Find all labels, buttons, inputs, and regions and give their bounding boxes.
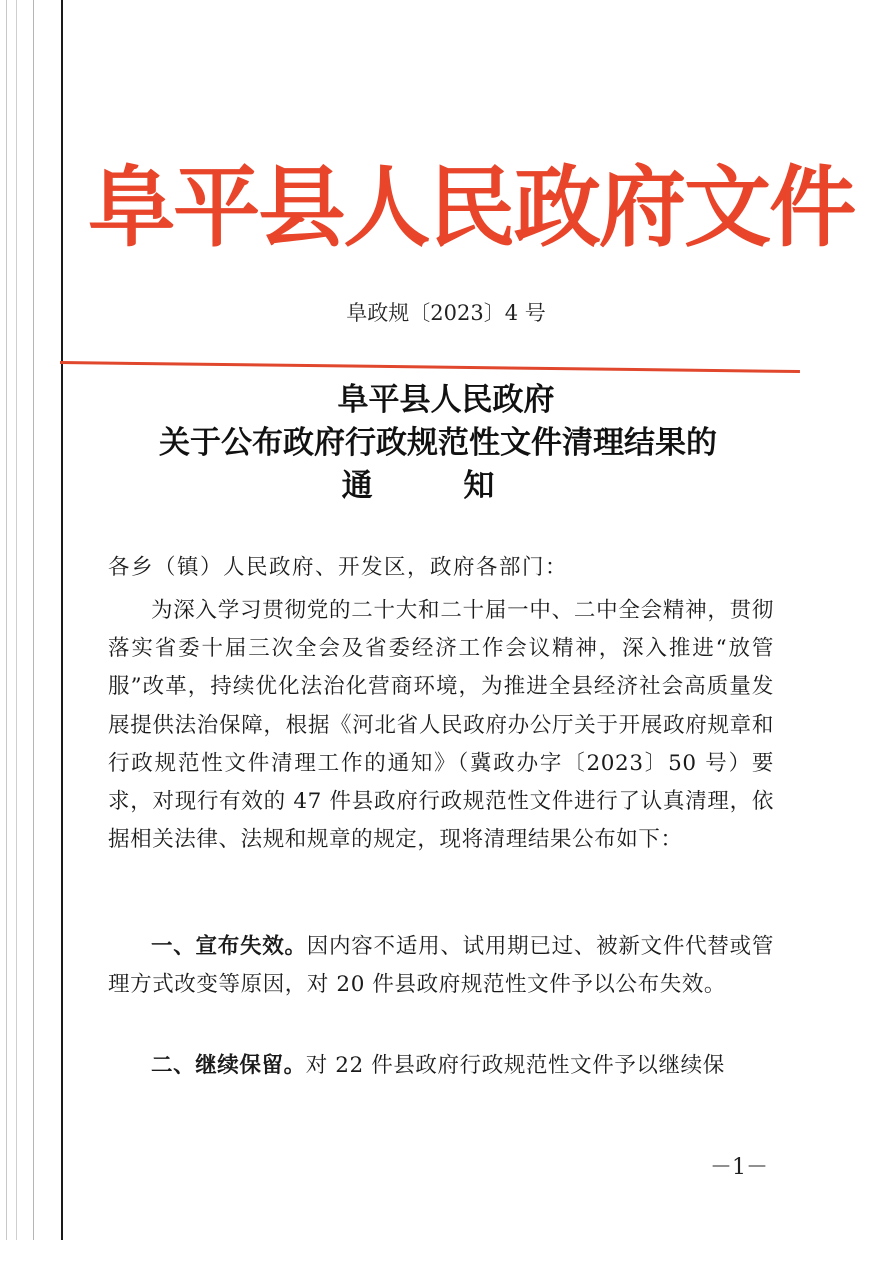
scan-edge-line — [6, 0, 7, 1240]
salutation: 各乡（镇）人民政府、开发区，政府各部门： — [108, 555, 569, 580]
paragraph-text: 因内容不适用、试用期已过、被新文件代替或管理方式改变等原因，对 20 件县政府规范性文件予以公布失效。 — [108, 934, 775, 998]
paragraph-text: 为深入学习贯彻党的二十大和二十届一中、二中全会精神，贯彻落实省委十届三次全会及省委经济工作会议精神，深入推进“放管服”改革，持续优化法治化营商环境，为推进全县经济社会高质量发展提供法治保障，根据《河北省人民政府办公厅关于开展政府规章和行政规范性文件清理工作的通知》（冀政办字〔2023〕50 号）要求，对现行有效的 47 件县政府行政规范性文件进行了认真清理，依据相关法律、法规和规章的规定，现将清理结果公布如下： — [108, 598, 774, 853]
page-number: －1－ — [710, 1155, 768, 1180]
title-line-1: 阜平县人民政府 — [337, 382, 555, 418]
title-line-3: 通 知 — [341, 468, 535, 504]
title-line-2: 关于公布政府行政规范性文件清理结果的 — [159, 425, 717, 461]
binding-line — [61, 0, 63, 1240]
paragraph-heading: 二、继续保留。 — [151, 1053, 306, 1078]
body-paragraph — [108, 1047, 774, 1085]
document-number: 阜政规〔2023〕4 号 — [346, 301, 546, 325]
scan-edge-line — [16, 0, 17, 1240]
scan-edge-line — [33, 0, 34, 1240]
red-separator-rule — [60, 361, 800, 373]
document-masthead: 阜平县人民政府文件 — [88, 155, 855, 259]
body-paragraph — [108, 592, 774, 859]
body-paragraph — [108, 928, 774, 1004]
paragraph-text: 对 22 件县政府行政规范性文件予以继续保 — [305, 1053, 725, 1078]
paragraph-heading: 一、宣布失效。 — [151, 934, 307, 959]
